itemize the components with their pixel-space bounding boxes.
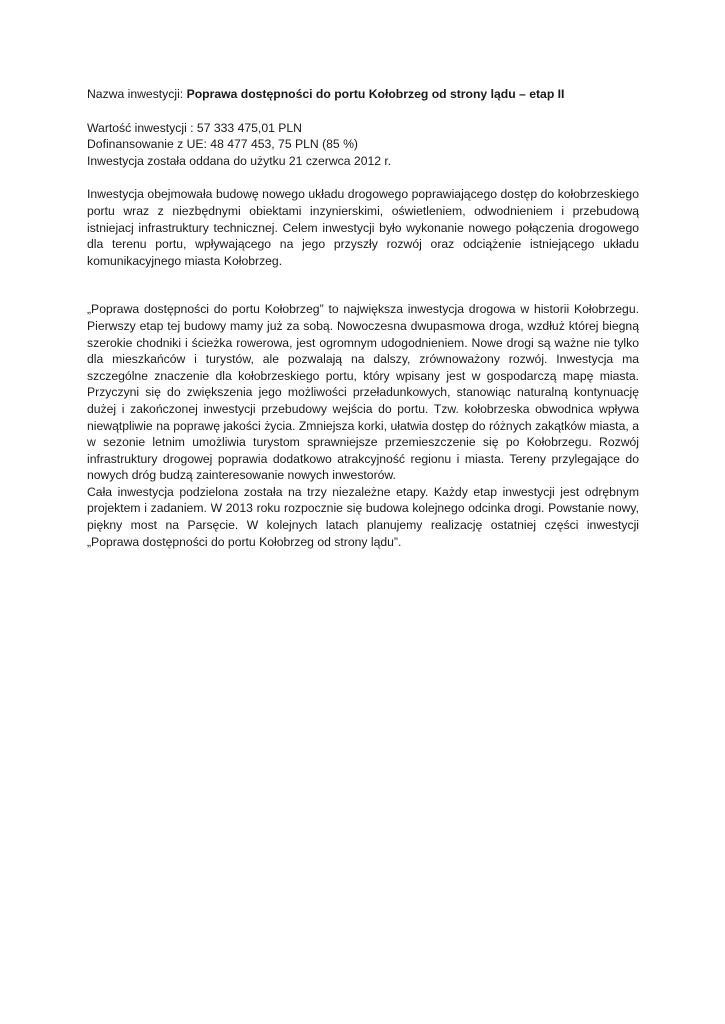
investment-value-line: Wartość inwestycji : 57 333 475,01 PLN: [87, 120, 302, 135]
investment-name-label: Nazwa inwestycji:: [87, 87, 184, 101]
scope-paragraph: Inwestycja obejmowała budowę nowego układu drogowego poprawiającego dostęp do kołobrzeskiego portu wraz z niezbędnymi obiektami inzynierskimi, oświetleniem, odwodnieniem i przebudową istniejacj infrastruktury technicznej. Celem inwestycji było wykonanie nowego połączenia drogowego dla terenu portu, wpływającego na jego przyszły rozwój oraz odciążenie istniejącego układu komunikacyjnego miasta Kołobrzeg.: [87, 187, 639, 268]
investment-name-value: Poprawa dostępności do portu Kołobrzeg od strony lądu – etap II: [186, 87, 565, 101]
eu-funding-line: Dofinansowanie z UE: 48 477 453, 75 PLN (85 %): [87, 137, 358, 152]
document-page: [87, 86, 639, 550]
stages-paragraph: Cała inwestycja podzielona została na trzy niezależne etapy. Każdy etap inwestycji jest odrębnym projektem i zadaniem. W 2013 roku rozpocznie się budowa kolejnego odcinka drogi. Powstanie nowy, piękny most na Parsęcie. W kolejnych latach planujemy realizację ostatniej części inwestycji „Poprawa dostępności do portu Kołobrzeg od strony lądu”.: [87, 484, 639, 549]
investment-facts: [87, 120, 639, 170]
investment-title-line: [87, 86, 639, 103]
history-paragraph: „Poprawa dostępności do portu Kołobrzeg” to największa inwestycja drogowa w historii Kołobrzegu. Pierwszy etap tej budowy mamy już za sobą. Nowoczesna dwupasmowa droga, wzdłuż której biegną szerokie chodniki i ścieżka rowerowa, jest ogromnym udogodnieniem. Nowe drogi są ważne nie tylko dla mieszkańców i turystów, ale pozwalają na dalszy, zrównoważony rozwój. Inwestycja ma szczególne znaczenie dla kołobrzeskiego portu, który wpisany jest w gospodarczą mapę miasta. Przyczyni się do zwiększenia jego możliwości przeładunkowych, stanowiąc naturalną kontynuację dużej i zakończonej inwestycji przebudowy wejścia do portu. Tzw. kołobrzeska obwodnica wpływa niewątpliwie na poprawę jakości życia. Zmniejsza korki, ułatwia dostęp do różnych zakątków miasta, a w sezonie letnim umożliwia turystom sprawniejsze przemieszczenie się po Kołobrzegu. Rozwój infrastruktury drogowej poprawia dodatkowo atrakcyjność regionu i miasta. Tereny przylegające do nowych dróg budzą zainteresowanie nowych inwestorów.: [87, 302, 639, 483]
completion-date-line: Inwestycja została oddana do użytku 21 czerwca 2012 r.: [87, 153, 392, 168]
